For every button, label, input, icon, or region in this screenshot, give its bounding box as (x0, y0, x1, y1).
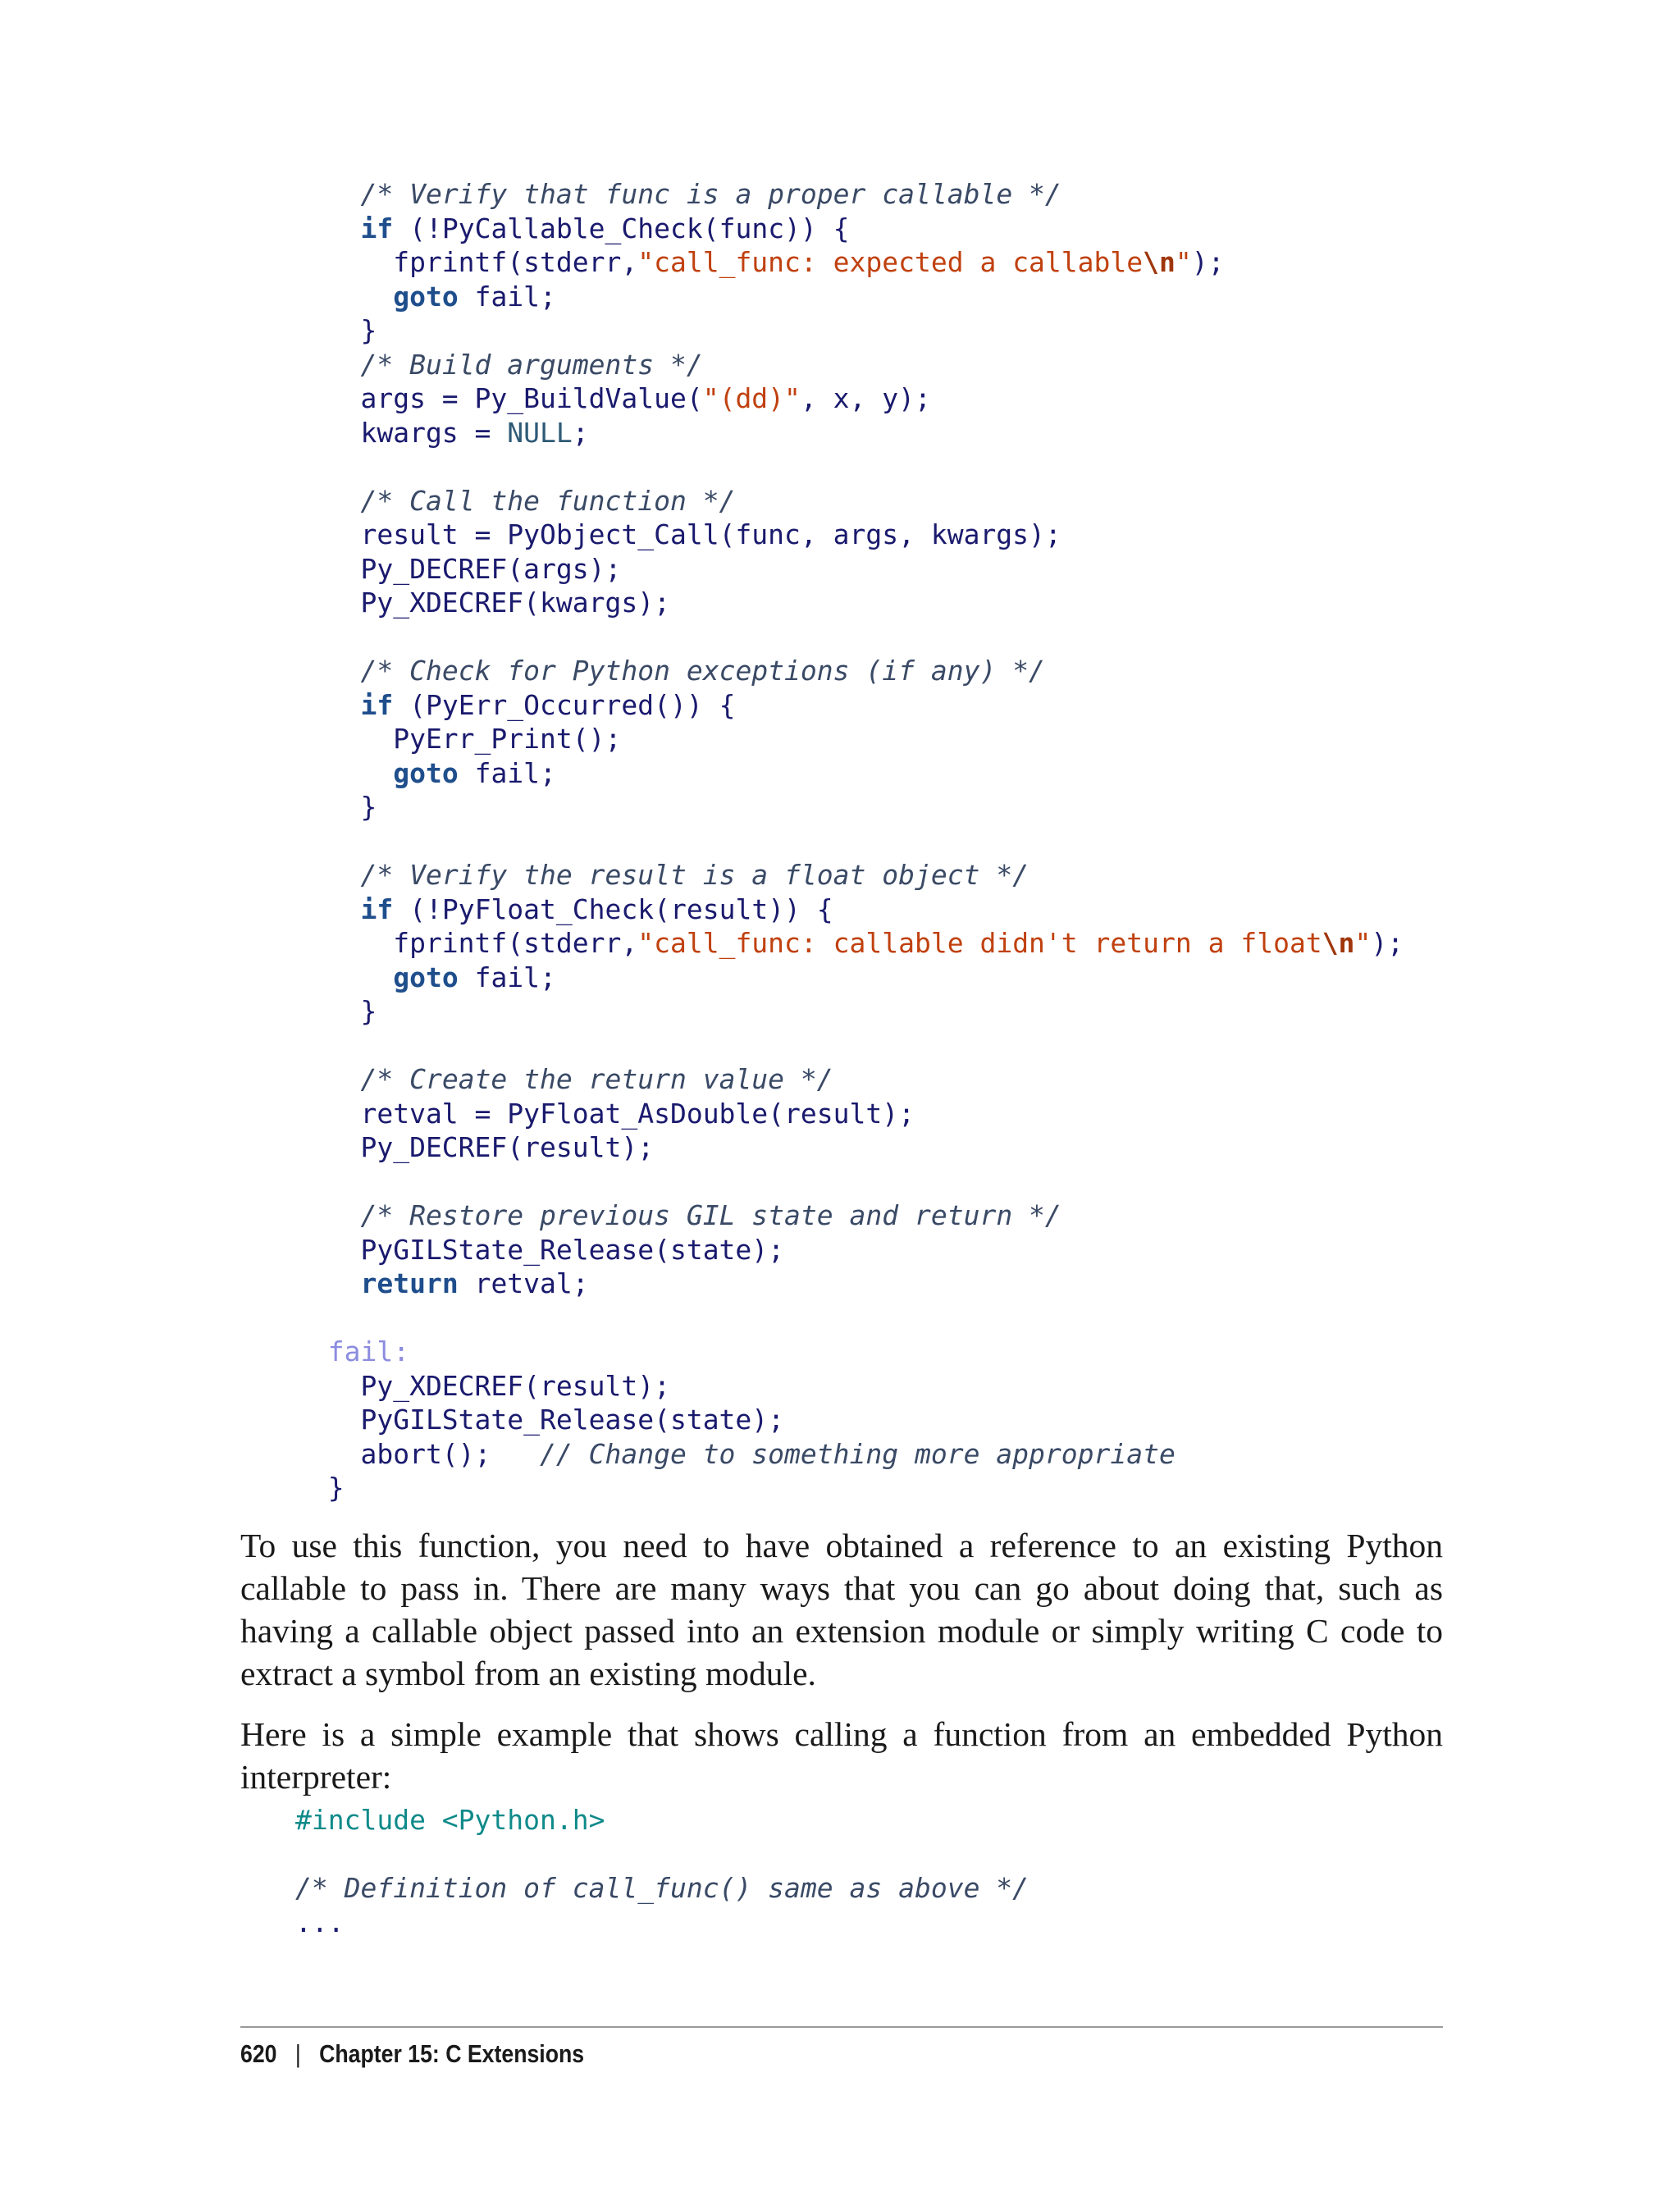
code-line: if (!PyFloat_Check(result)) { (360, 892, 833, 925)
code-line: } (295, 995, 377, 1027)
code-line: fprintf(stderr,"call_func: callable didn't return a float\n"); (295, 927, 1404, 959)
code-line: return retval; (360, 1267, 589, 1299)
code-line: if (PyErr_Occurred()) { (360, 688, 736, 721)
footer-divider (240, 2026, 1443, 2028)
code-line: args = Py_BuildValue("(dd)", x, y); (295, 382, 931, 414)
code-line: Py_DECREF(args); (295, 552, 622, 585)
page-number: 620 (240, 2039, 277, 2068)
code-line: Py_DECREF(result); (295, 1131, 655, 1163)
code-line: abort(); // Change to something more appropriate (295, 1437, 1176, 1470)
code-line: goto fail; (393, 756, 556, 789)
code-line: /* Check for Python exceptions (if any) */ (360, 655, 1045, 687)
code-line: #include <Python.h> (295, 1804, 605, 1836)
code-line: result = PyObject_Call(func, args, kwargs); (295, 518, 1061, 550)
body-paragraph-embedded-example: Here is a simple example that shows calling a function from an embedded Python interpreter: (240, 1715, 1443, 1796)
code-line: PyGILState_Release(state); (295, 1404, 785, 1436)
code-line: /* Call the function */ (360, 484, 736, 517)
code-line: retval = PyFloat_AsDouble(result); (295, 1097, 915, 1130)
code-line: PyErr_Print(); (295, 723, 622, 755)
page-footer (240, 2039, 584, 2069)
code-line: fail: (295, 1335, 410, 1367)
body-paragraph-callable-reference: To use this function, you need to have obtained a reference to an existing Python callable to pass in. There are many ways that you can go about doing that, such as having a callable object passed into an extension module or simply writing C code to extract a symbol from an existing module. (240, 1527, 1443, 1692)
footer-separator: | (294, 2039, 301, 2068)
code-line: if (!PyCallable_Check(func)) { (360, 212, 850, 244)
code-listing-call-func (295, 177, 1404, 1505)
code-line: /* Definition of call_func() same as above */ (295, 1872, 1029, 1904)
code-line: Py_XDECREF(kwargs); (295, 587, 670, 619)
code-line: } (295, 1472, 345, 1504)
code-line: /* Restore previous GIL state and return */ (360, 1199, 1061, 1231)
code-line: } (295, 791, 377, 823)
code-line: } (295, 314, 377, 346)
code-line: goto fail; (393, 280, 556, 313)
code-line: /* Verify the result is a float object */ (360, 859, 1029, 891)
code-line: ... (295, 1906, 345, 1938)
code-line: Py_XDECREF(result); (295, 1369, 670, 1402)
code-line: /* Build arguments */ (360, 348, 703, 381)
code-listing-embedded-example (295, 1803, 1029, 1939)
code-line: goto fail; (393, 961, 556, 993)
code-line: PyGILState_Release(state); (295, 1233, 785, 1266)
code-line: /* Create the return value */ (360, 1063, 833, 1095)
code-line: fprintf(stderr,"call_func: expected a callable\n"); (295, 246, 1225, 278)
code-line: kwargs = NULL; (295, 416, 589, 449)
chapter-title: Chapter 15: C Extensions (319, 2039, 585, 2068)
code-line: /* Verify that func is a proper callable */ (360, 178, 1061, 210)
